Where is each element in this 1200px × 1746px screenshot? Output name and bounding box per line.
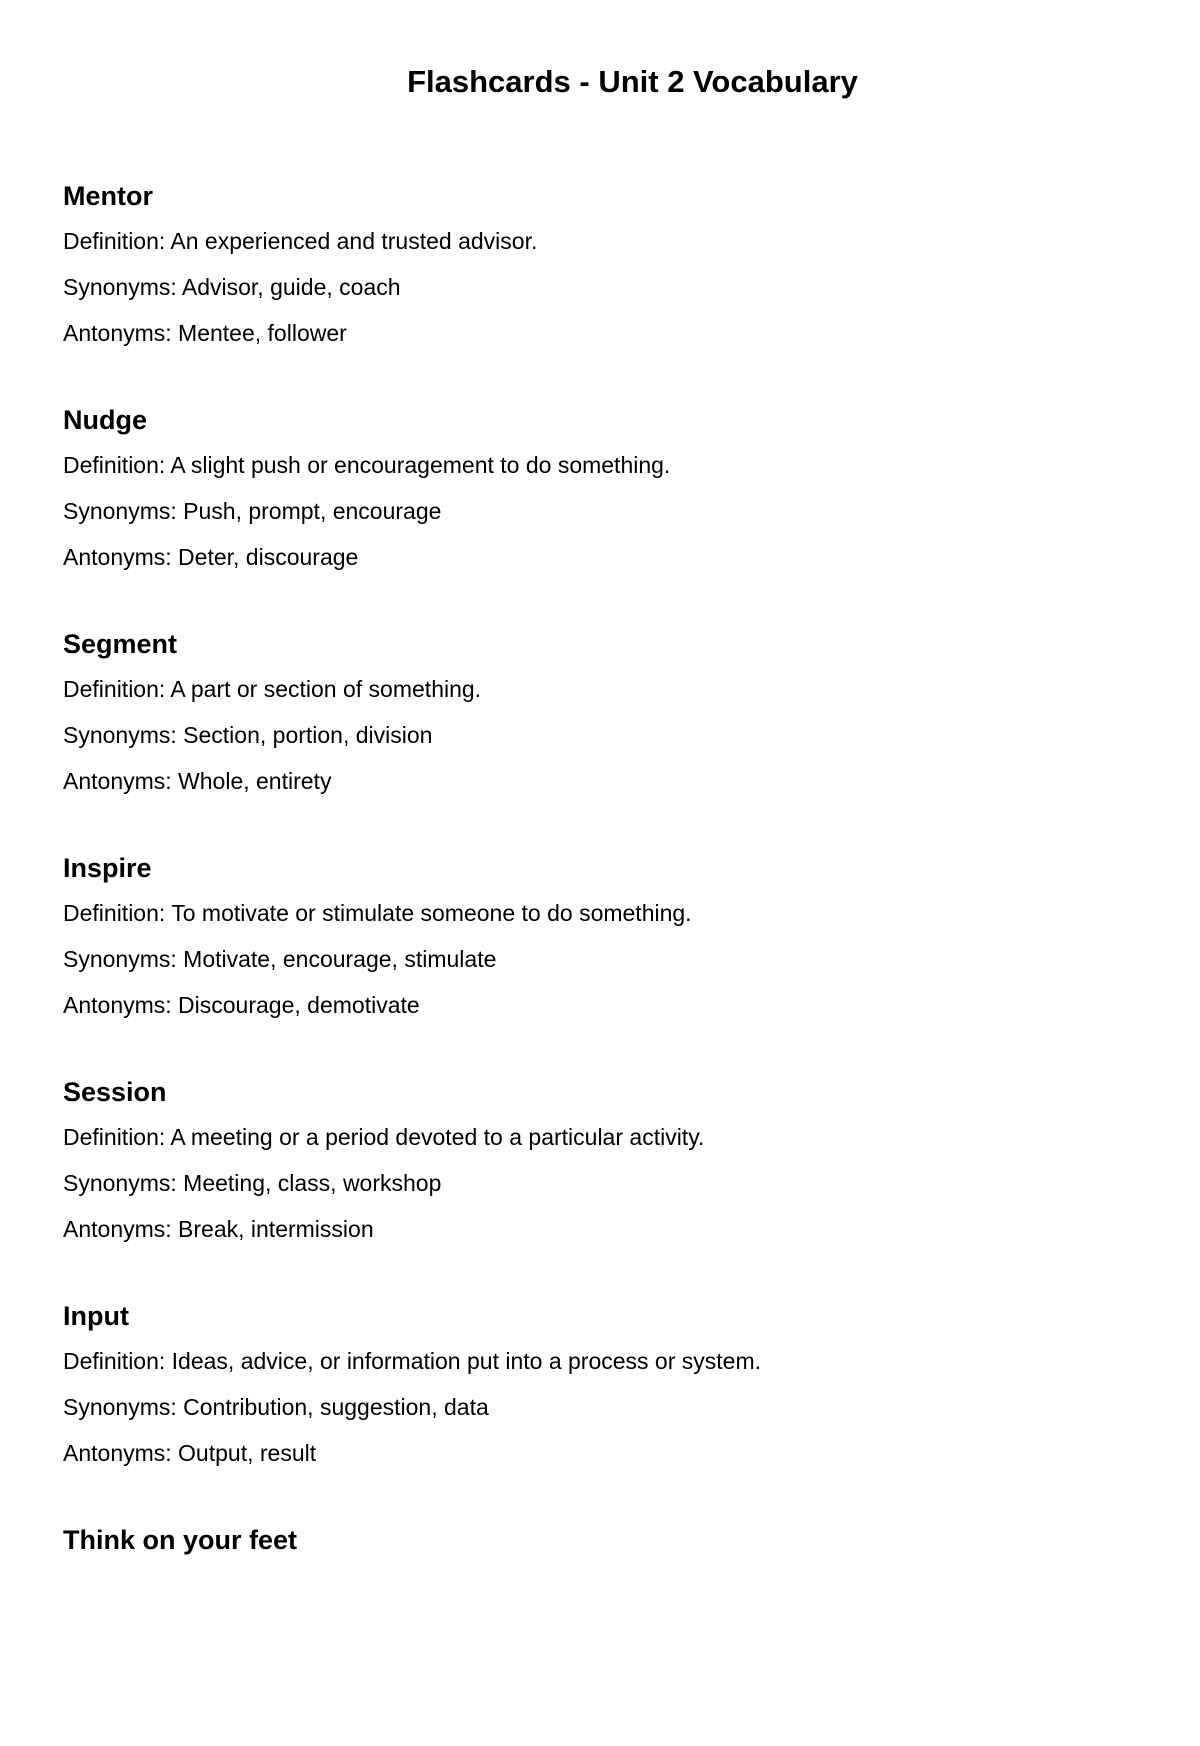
term-heading: Think on your feet (63, 1525, 298, 1555)
term-heading: Input (63, 1301, 129, 1331)
term-heading: Nudge (63, 405, 147, 435)
flashcard-entry-mentor (63, 178, 1133, 402)
term-heading: Inspire (63, 853, 152, 883)
synonyms-text: Synonyms: Section, portion, division (63, 722, 433, 748)
definition-text: Definition: An experienced and trusted advisor. (63, 228, 538, 254)
flashcard-entry-input (63, 1298, 1133, 1522)
definition-text: Definition: To motivate or stimulate someone to do something. (63, 900, 692, 926)
term-heading: Mentor (63, 181, 153, 211)
definition-text: Definition: A slight push or encouragement to do something. (63, 452, 671, 478)
definition-text: Definition: A meeting or a period devoted to a particular activity. (63, 1124, 705, 1150)
antonyms-text: Antonyms: Mentee, follower (63, 320, 347, 346)
synonyms-text: Synonyms: Contribution, suggestion, data (63, 1394, 489, 1420)
flashcard-entry-nudge (63, 402, 1133, 626)
antonyms-text: Antonyms: Deter, discourage (63, 544, 359, 570)
term-heading: Session (63, 1077, 167, 1107)
antonyms-text: Antonyms: Output, result (63, 1440, 317, 1466)
flashcard-entry-inspire (63, 850, 1133, 1074)
synonyms-text: Synonyms: Advisor, guide, coach (63, 274, 401, 300)
antonyms-text: Antonyms: Break, intermission (63, 1216, 374, 1242)
flashcard-list (63, 178, 1133, 1746)
flashcard-entry-session (63, 1074, 1133, 1298)
flashcard-entry-segment (63, 626, 1133, 850)
definition-text: Definition: A part or section of something. (63, 676, 482, 702)
flashcard-entry-think-on-your-feet (63, 1522, 1133, 1746)
synonyms-text: Synonyms: Motivate, encourage, stimulate (63, 946, 497, 972)
antonyms-text: Antonyms: Whole, entirety (63, 768, 332, 794)
synonyms-text: Synonyms: Meeting, class, workshop (63, 1170, 442, 1196)
antonyms-text: Antonyms: Discourage, demotivate (63, 992, 420, 1018)
definition-text: Definition: Ideas, advice, or information put into a process or system. (63, 1348, 761, 1374)
term-heading: Segment (63, 629, 178, 659)
page-title: Flashcards - Unit 2 Vocabulary (407, 64, 858, 99)
synonyms-text: Synonyms: Push, prompt, encourage (63, 498, 442, 524)
